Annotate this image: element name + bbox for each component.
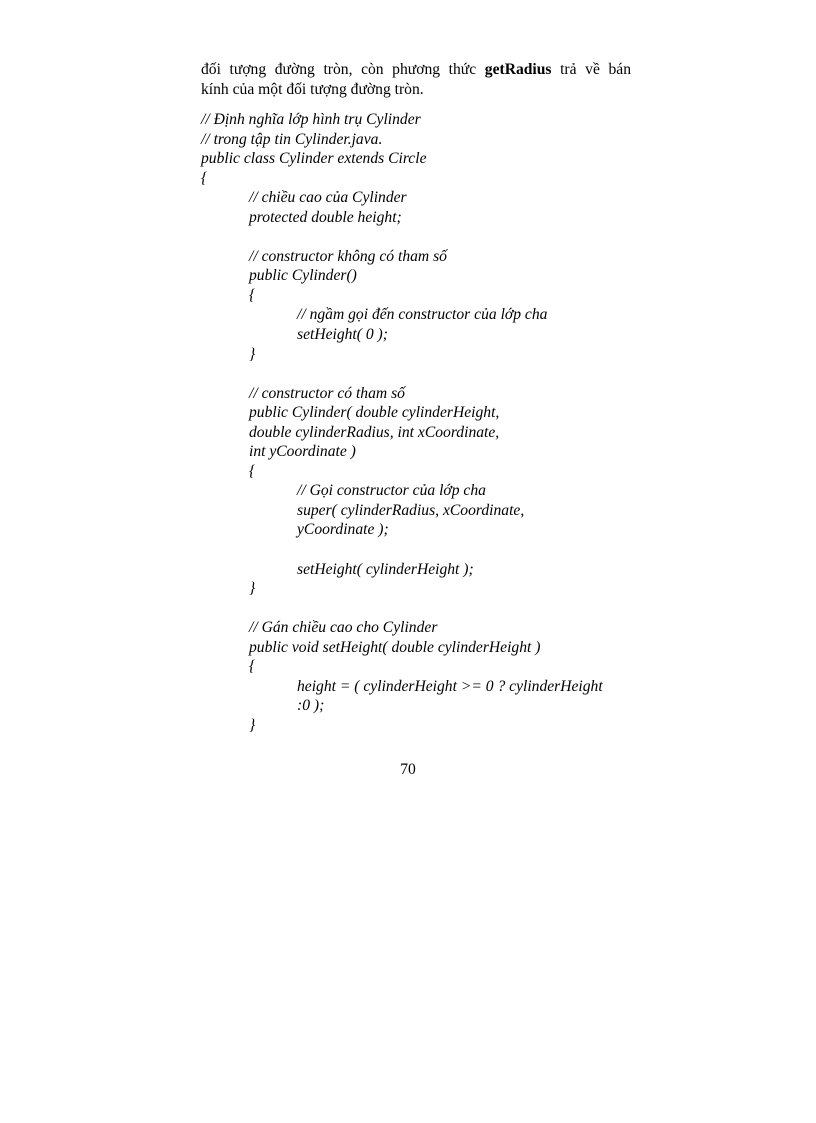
code-line: { [201, 169, 208, 187]
code-line: // Gọi constructor của lớp cha [297, 482, 486, 500]
intro-text-before: đối tượng đường tròn, còn phương thức [201, 61, 485, 78]
code-line: // trong tập tin Cylinder.java. [201, 130, 383, 148]
intro-text-after: trả về bán [551, 61, 631, 78]
code-line: setHeight( cylinderHeight ); [297, 560, 474, 578]
code-line: super( cylinderRadius, xCoordinate, [297, 501, 525, 519]
code-line: :0 ); [297, 697, 325, 715]
intro-line-2: kính của một đối tượng đường tròn. [201, 81, 424, 98]
code-line: // constructor không có tham số [249, 247, 447, 265]
code-line: { [249, 462, 256, 480]
code-line: yCoordinate ); [297, 521, 389, 539]
intro-paragraph [201, 60, 631, 100]
code-line [201, 364, 641, 384]
code-line: int yCoordinate ) [249, 443, 356, 461]
intro-line-1 [201, 60, 631, 80]
method-name-getradius: getRadius [484, 61, 552, 78]
code-line [201, 227, 641, 247]
code-line: height = ( cylinderHeight >= 0 ? cylinderHeight [297, 677, 603, 695]
code-line [201, 599, 641, 619]
code-line: { [249, 658, 256, 676]
code-line: // chiều cao của Cylinder [249, 189, 407, 207]
code-line: setHeight( 0 ); [297, 326, 388, 344]
code-line: // Gán chiều cao cho Cylinder [249, 619, 438, 637]
code-line: // Định nghĩa lớp hình trụ Cylinder [201, 111, 421, 128]
code-line: public class Cylinder extends Circle [201, 150, 427, 168]
code-line: } [249, 345, 256, 363]
code-line: { [249, 286, 256, 304]
code-line: double cylinderRadius, int xCoordinate, [249, 423, 500, 441]
code-line: public Cylinder() [249, 267, 357, 285]
code-line: protected double height; [249, 208, 402, 226]
code-listing [201, 110, 641, 736]
code-line: // constructor có tham số [249, 384, 405, 402]
code-line: } [249, 580, 256, 598]
code-line [201, 540, 641, 560]
code-line: // ngầm gọi đến constructor của lớp cha [297, 306, 548, 324]
code-line: public Cylinder( double cylinderHeight, [249, 404, 500, 422]
code-line: } [249, 716, 256, 734]
code-line: public void setHeight( double cylinderHeight ) [249, 638, 541, 656]
page-number: 70 [400, 761, 416, 778]
